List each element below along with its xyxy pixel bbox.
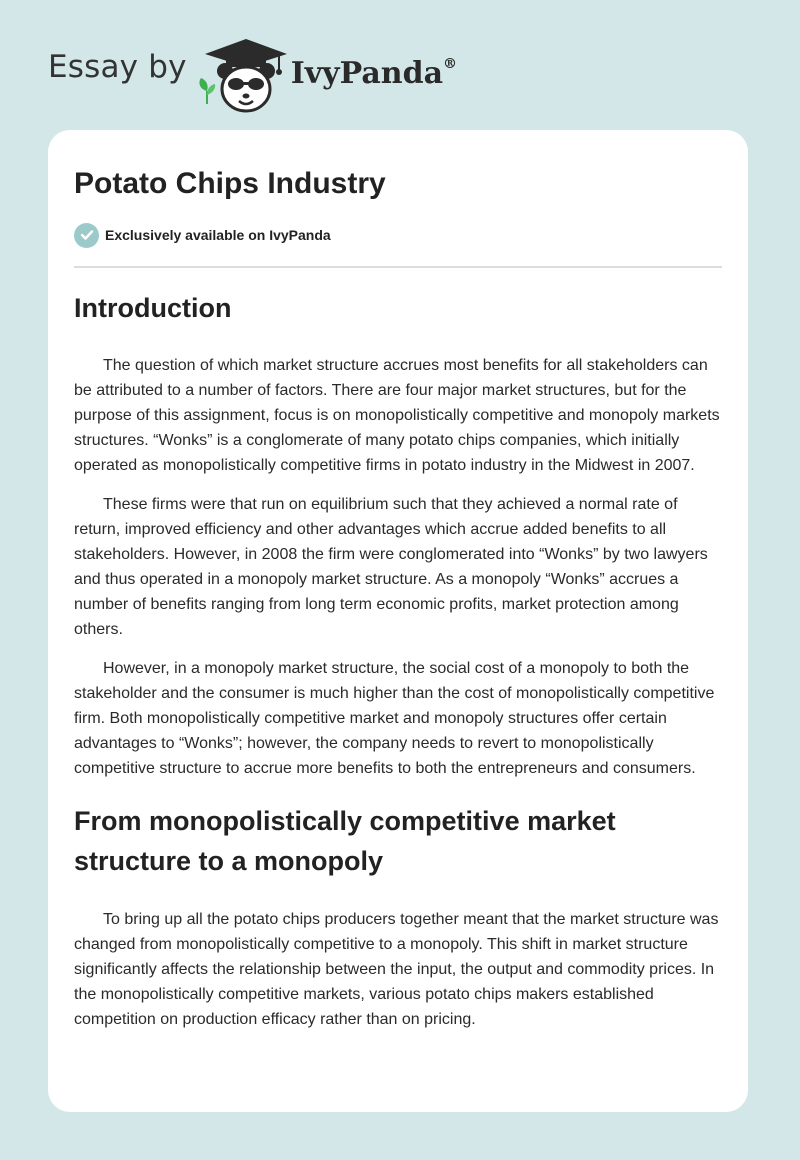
- exclusive-badge: [74, 222, 722, 248]
- leaf-icon: [197, 77, 217, 105]
- paragraph: The question of which market structure accrues most benefits for all stakeholders can be attributed to a number of factors. There are four major market structures, but for the purpose of this assignment, focus is on monopolistically competitive and monopoly markets structures. “Wonks” is a conglomerate of many potato chips companies, which initially operated as monopolistically competitive firms in potato industry in the Midwest in 2007.: [74, 357, 720, 474]
- section-heading-introduction: Introduction: [74, 293, 232, 323]
- registered-mark: ®: [443, 55, 458, 72]
- paragraph: To bring up all the potato chips producers together meant that the market structure was changed from monopolistically competitive to a monopoly. This shift in market structure significantly affects the relationship between the input, the output and commodity prices. In the monopolistically competitive markets, various potato chips makers established competition on production efficacy rather than on pricing.: [74, 911, 719, 1028]
- paragraph: These firms were that run on equilibrium such that they achieved a normal rate of return, improved efficiency and other advantages which accrue added benefits to all stakeholders. However, in 2008 the firm were conglomerated into “Wonks” by two lawyers and thus operated in a monopoly market structure. As a monopoly “Wonks” accrues a number of benefits ranging from long term economic profits, market protection among others.: [74, 496, 708, 638]
- exclusive-badge-label: Exclusively available on IvyPanda: [105, 227, 331, 243]
- brand-name-text: IvyPanda: [290, 55, 444, 91]
- site-header: [48, 36, 457, 116]
- essay-by-label: Essay by: [48, 49, 187, 85]
- section-heading-market-structure: From monopolistically competitive market structure to a monopoly: [74, 806, 616, 876]
- essay-card: [48, 130, 748, 1112]
- check-circle-icon: [74, 223, 99, 248]
- page-title: Potato Chips Industry: [74, 167, 386, 200]
- brand-name[interactable]: [291, 56, 457, 91]
- panda-logo-icon[interactable]: [203, 37, 289, 115]
- divider: [74, 266, 722, 268]
- paragraph: However, in a monopoly market structure, the social cost of a monopoly to both the stakeholder and the consumer is much higher than the cost of monopolistically competitive firm. Both monopolistically competitive market and monopoly structures offer certain advantages to “Wonks”; however, the company needs to revert to monopolistically competitive structure to accrue more benefits to both the entrepreneurs and consumers.: [74, 660, 715, 777]
